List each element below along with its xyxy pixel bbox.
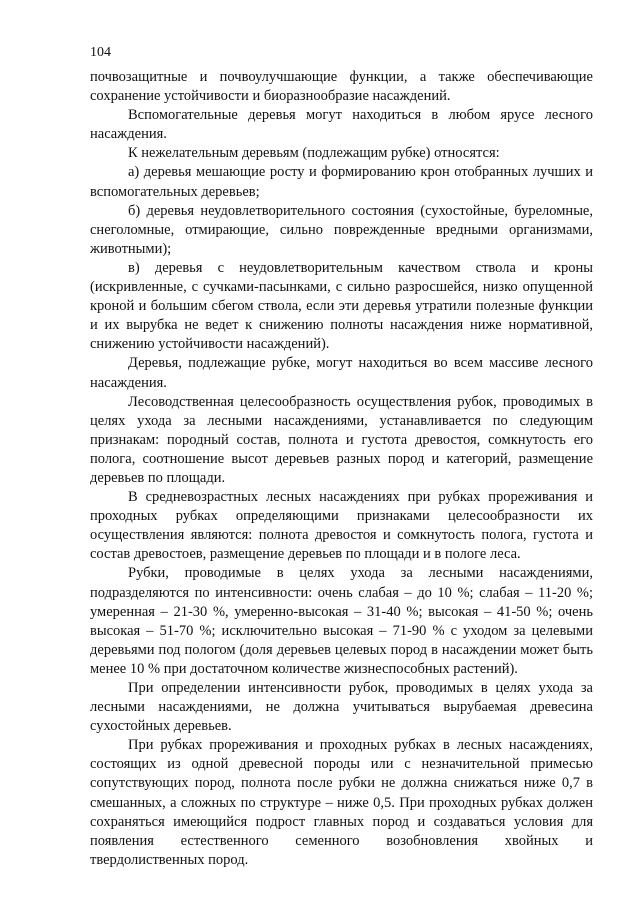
- list-item-c: в) деревья с неудовлетворительным качеством ствола и кроны (искривленные, с сучками-пасынками, с сильно разросшейся, низко опущенной кроной и большим сбегом ствола, если эти деревья утратили полезные функции и их вырубка не ведет к снижению полноты насаждения ниже нормативной, снижению устойчивости насаждений).: [90, 259, 593, 353]
- paragraph-auxiliary-trees: Вспомогательные деревья могут находиться в любом ярусе лесного насаждения.: [90, 107, 593, 143]
- paragraph-middle-aged-stands: В средневозрастных лесных насаждениях при рубках прореживания и проходных рубках определяющими признаками целесообразности их осуществления являются: полнота древостоя и сомкнутость полога, густота и состав древостоев, размещение деревьев по площади и в пологе леса.: [90, 489, 593, 563]
- body-text: [90, 68, 593, 870]
- paragraph-felling-location: Деревья, подлежащие рубке, могут находиться во всем массиве лесного насаждения.: [90, 355, 593, 391]
- paragraph-continuation: почвозащитные и почвоулучшающие функции, а также обеспечивающие сохранение устойчивости и биоразнообразие насаждений.: [90, 69, 593, 105]
- list-item-b: б) деревья неудовлетворительного состояния (сухостойные, буреломные, снеголомные, отмирающие, сильно поврежденные вредными организмами, животными);: [90, 202, 593, 257]
- paragraph-undesirable-trees-intro: К нежелательным деревьям (подлежащим рубке) относятся:: [128, 145, 500, 162]
- paragraph-felling-intensity: Рубки, проводимые в целях ухода за лесными насаждениями, подразделяются по интенсивности: очень слабая – до 10 %; слабая – 11-20 %; умеренная – 21-30 %, умеренно-высокая – 31-40 %; высокая – 41-50 %; очень высокая – 51-70 %; исключительно высокая – 71-90 % с уходом за целевыми деревьями под пологом (доля деревьев целевых пород в насаждении может быть менее 10 % при достаточном количестве жизнеспособных растений).: [90, 565, 593, 677]
- page-number: 104: [90, 45, 111, 60]
- paragraph-thinning-density: При рубках прореживания и проходных рубках в лесных насаждениях, состоящих из одной древесной породы или с незначительной примесью сопутствующих пород, полнота после рубки не должна снижаться ниже 0,7 в смешанных, а сложных по структуре – ниже 0,5. При проходных рубках должен сохраняться имеющийся подрост главных пород и создаваться условия для появления естественного семенного возобновления хвойных и твердолиственных пород.: [90, 737, 593, 868]
- list-item-a: а) деревья мешающие росту и формированию крон отобранных лучших и вспомогательных деревьев;: [90, 164, 593, 200]
- paragraph-intensity-determination: При определении интенсивности рубок, проводимых в целях ухода за лесными насаждениями, не должна учитываться вырубаемая древесина сухостойных деревьев.: [90, 680, 593, 735]
- paragraph-silvicultural-expediency: Лесоводственная целесообразность осуществления рубок, проводимых в целях ухода за лесными насаждениями, устанавливается по следующим признакам: породный состав, полнота и густота древостоя, сомкнутость его полога, соотношение высот деревьев разных пород и категорий, размещение деревьев по площади.: [90, 393, 593, 486]
